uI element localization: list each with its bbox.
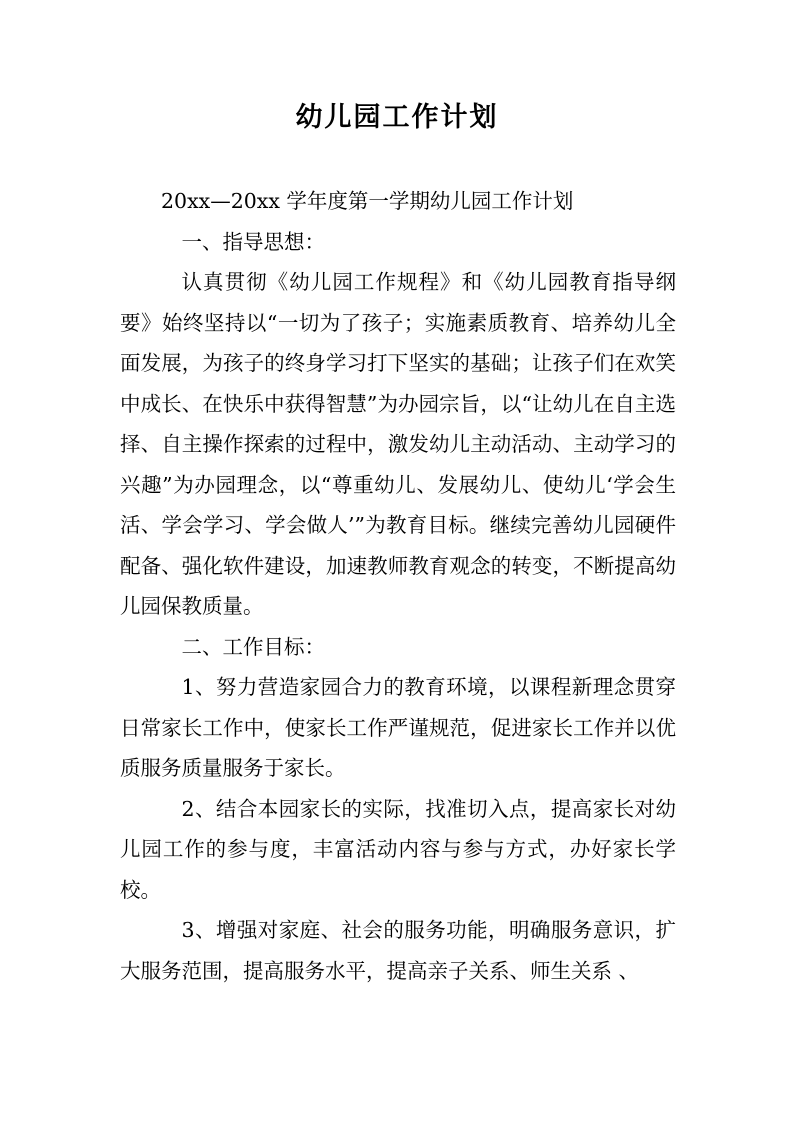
section-heading-guiding-ideology: 一、指导思想： — [181, 229, 325, 254]
document-title: 幼儿园工作计划 — [295, 102, 499, 133]
paragraph-guiding-ideology: 认真贯彻《幼儿园工作规程》和《幼儿园教育指导纲要》始终坚持以“一切为了孩子；实施素质教育、培养幼儿全面发展，为孩子的终身学习打下坚实的基础；让孩子们在欢笑中成长、在快乐中获得智慧”为办园宗旨，以“让幼儿在自主选择、自主操作探索的过程中，激发幼儿主动活动、主动学习的兴趣”为办园理念，以“尊重幼儿、发展幼儿、使幼儿‘学会生活、学会学习、学会做人’”为教育目标。继续完善幼儿园硬件配备、强化软件建设，加速教师教育观念的转变，不断提高幼儿园保教质量。 — [120, 270, 676, 618]
document-subtitle: 20xx—20xx 学年度第一学期幼儿园工作计划 — [161, 189, 574, 213]
paragraph-goal-3: 3、增强对家庭、社会的服务功能，明确服务意识，扩大服务范围，提高服务水平，提高亲子关系、师生关系 、 — [120, 918, 676, 983]
paragraph-goal-1: 1、努力营造家园合力的教育环境，以课程新理念贯穿日常家长工作中，使家长工作严谨规范，促进家长工作并以优质服务质量服务于家长。 — [120, 675, 676, 780]
paragraph-goal-2: 2、结合本园家长的实际，找准切入点，提高家长对幼儿园工作的参与度，丰富活动内容与参与方式，办好家长学校。 — [120, 796, 676, 902]
document-body — [120, 181, 676, 991]
section-heading-work-goals: 二、工作目标： — [181, 634, 325, 659]
